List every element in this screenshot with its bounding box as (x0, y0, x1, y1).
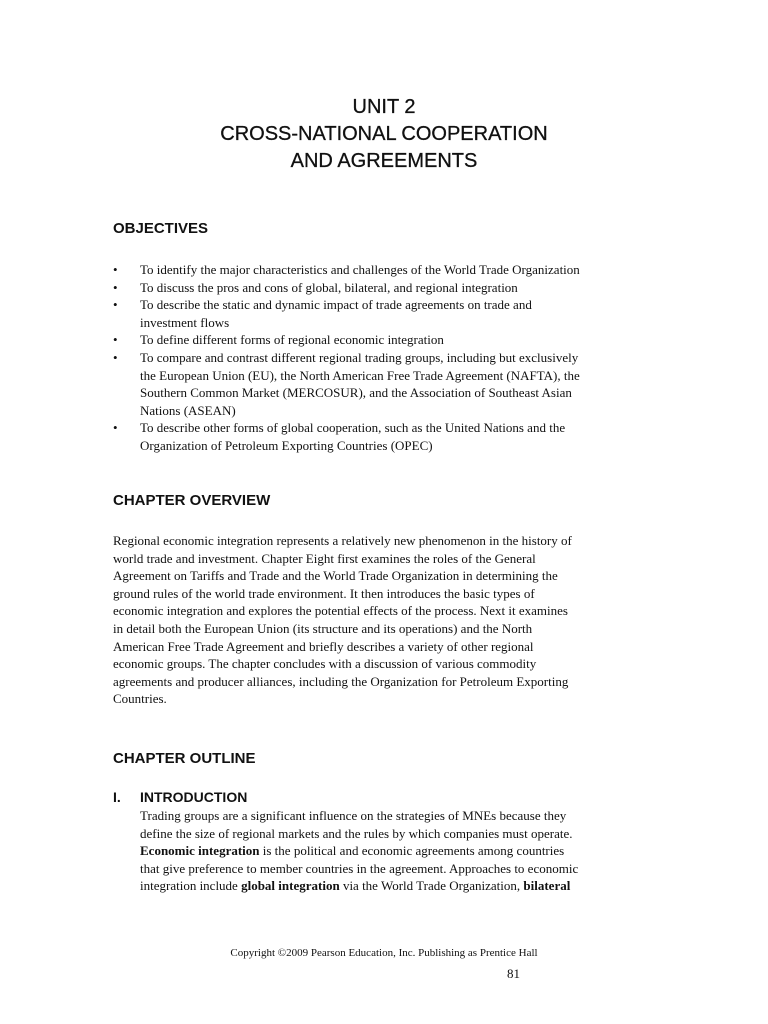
objective-text-line: To discuss the pros and cons of global, bilateral, and regional integration (140, 279, 518, 295)
introduction-line (140, 825, 660, 843)
bullet-glyph: • (113, 297, 118, 313)
text-run: via the World Trade Organization, (339, 878, 524, 894)
objectives-list (113, 261, 653, 455)
objective-text-line: To describe other forms of global cooperation, such as the United Nations and the (140, 420, 566, 436)
objectives-heading: OBJECTIVES (113, 220, 209, 237)
bullet-glyph: • (113, 332, 118, 348)
bullet-glyph: • (113, 420, 118, 436)
overview-line: in detail both the European Union (its structure and its operations) and the North (113, 620, 533, 636)
objective-text-line: Organization of Petroleum Exporting Countries (OPEC) (140, 437, 433, 453)
chapter-overview-heading: CHAPTER OVERVIEW (113, 492, 271, 509)
overview-line: Regional economic integration represents a relatively new phenomenon in the history of (113, 533, 572, 548)
text-run: Trading groups are a significant influence on the strategies of MNEs because they (140, 808, 567, 823)
overview-line: economic groups. The chapter concludes with a discussion of various commodity (113, 656, 537, 672)
overview-line: Agreement on Tariffs and Trade and the World Trade Organization in determining the (113, 568, 558, 584)
objective-text-line: Nations (ASEAN) (140, 402, 236, 418)
introduction-paragraph (140, 807, 660, 895)
unit-title (0, 94, 768, 175)
introduction-line (140, 842, 660, 860)
overview-line: world trade and investment. Chapter Eight first examines the roles of the General (113, 550, 536, 566)
bullet-glyph: • (113, 262, 118, 277)
text-run: is the political and economic agreements among countries (259, 843, 565, 859)
objective-item (113, 261, 653, 279)
overview-line: economic integration and explores the potential effects of the process. Next it examines (113, 603, 568, 619)
unit-number: UNIT 2 (352, 96, 416, 118)
text-run: define the size of regional markets and the rules by which companies must operate. (140, 825, 573, 841)
key-term: global integration (241, 878, 340, 894)
introduction-line (140, 860, 660, 878)
key-term: Economic integration (140, 843, 260, 859)
text-run: that give preference to member countries in the agreement. Approaches to economic (140, 860, 579, 876)
copyright-notice: Copyright ©2009 Pearson Education, Inc. Publishing as Prentice Hall (230, 947, 538, 959)
objective-text-line: To compare and contrast different regional trading groups, including but exclusively (140, 349, 579, 365)
overview-line: Countries. (113, 691, 167, 707)
objective-item (113, 349, 653, 419)
objective-text-line: To identify the major characteristics and challenges of the World Trade Organization (140, 262, 580, 277)
key-term: bilateral (523, 878, 571, 894)
chapter-outline-heading: CHAPTER OUTLINE (113, 750, 256, 767)
overview-line: agreements and producer alliances, including the Organization for Petroleum Exporting (113, 673, 569, 689)
overview-line: American Free Trade Agreement and briefly describes a variety of other regional (113, 638, 534, 654)
objective-item (113, 419, 653, 454)
introduction-line (140, 877, 660, 895)
objective-text-line: To describe the static and dynamic impact of trade agreements on trade and (140, 297, 532, 313)
objective-item (113, 296, 653, 331)
introduction-line (140, 807, 660, 825)
objective-text-line: To define different forms of regional economic integration (140, 332, 444, 348)
bullet-glyph: • (113, 279, 118, 295)
chapter-overview-paragraph (113, 532, 648, 708)
text-run: integration include (140, 878, 242, 894)
objective-text-line: investment flows (140, 314, 230, 330)
objective-text-line: the European Union (EU), the North American Free Trade Agreement (NAFTA), the (140, 367, 580, 383)
bullet-glyph: • (113, 349, 118, 365)
objective-item (113, 279, 653, 297)
overview-line: ground rules of the world trade environment. It then introduces the basic types of (113, 585, 535, 601)
objective-text-line: Southern Common Market (MERCOSUR), and the Association of Southeast Asian (140, 385, 572, 401)
unit-title-line-2: AND AGREEMENTS (290, 150, 478, 172)
unit-title-line-1: CROSS-NATIONAL COOPERATION (220, 123, 548, 145)
page-number: 81 (507, 966, 520, 981)
section-number: I. (113, 789, 121, 805)
section-title: INTRODUCTION (140, 789, 248, 805)
section-heading (113, 788, 247, 806)
objective-item (113, 331, 653, 349)
